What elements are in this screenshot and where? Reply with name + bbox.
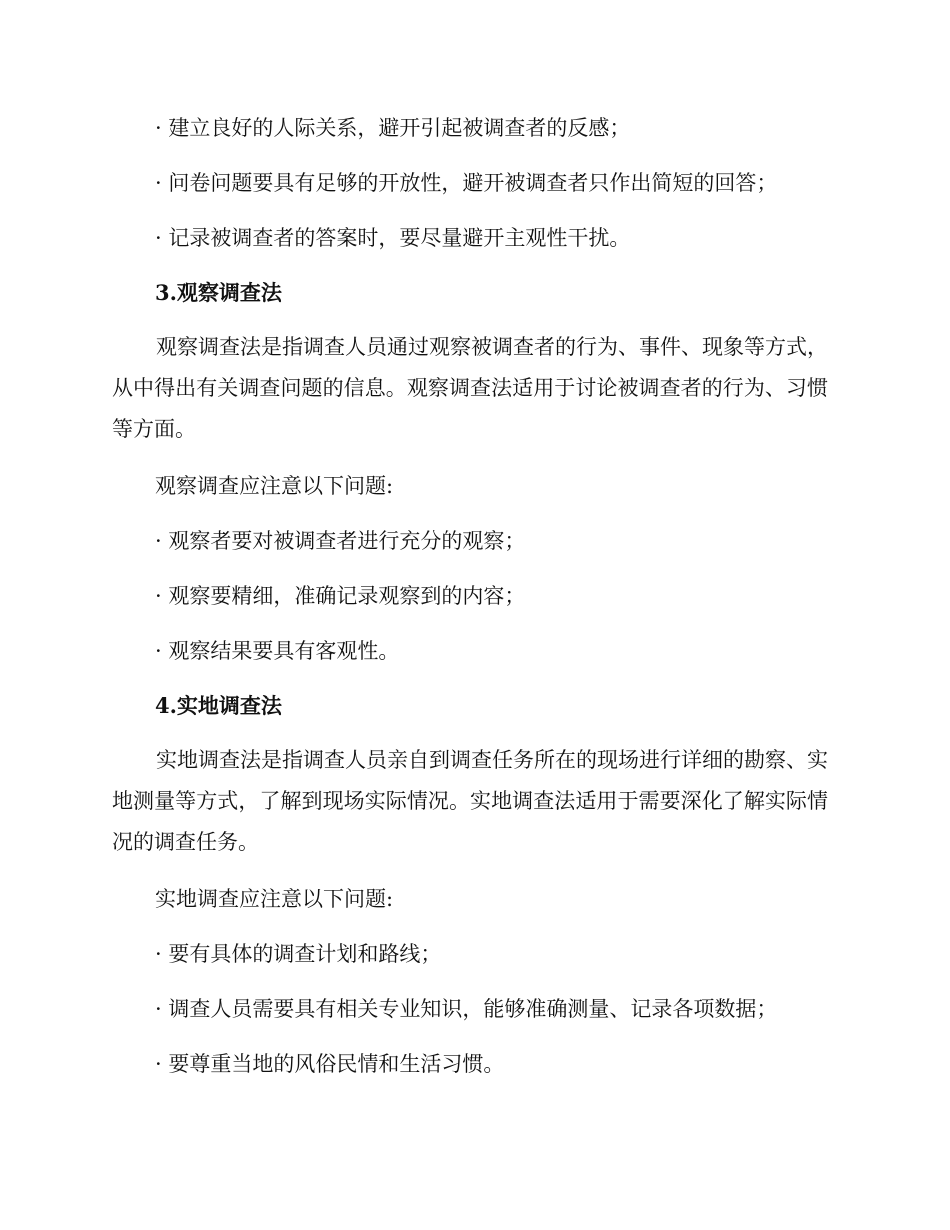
bullet-respect-customs: · 要尊重当地的风俗民情和生活习惯。 bbox=[155, 1052, 505, 1076]
heading-field-method: 4.实地调查法 bbox=[155, 693, 282, 718]
bullet-plan-route: · 要有具体的调查计划和路线； bbox=[155, 942, 442, 966]
paragraph-observation-method: 观察调查法是指调查人员通过观察被调查者的行为、事件、现象等方式，从中得出有关调查问题的信息。观察调查法适用于讨论被调查者的行为、习惯等方面。 bbox=[112, 335, 828, 441]
note-field-issues: 实地调查应注意以下问题: bbox=[155, 887, 394, 911]
paragraph-field-method: 实地调查法是指调查人员亲自到调查任务所在的现场进行详细的勘察、实地测量等方式，了解到现场实际情况。实地调查法适用于需要深化了解实际情况的调查任务。 bbox=[112, 748, 828, 854]
bullet-precise-recording: · 观察要精细，准确记录观察到的内容； bbox=[155, 584, 526, 608]
bullet-objective-results: · 观察结果要具有客观性。 bbox=[155, 639, 400, 663]
heading-observation-method: 3.观察调查法 bbox=[155, 280, 282, 305]
bullet-professional-knowledge: · 调查人员需要具有相关专业知识，能够准确测量、记录各项数据； bbox=[155, 997, 778, 1021]
bullet-build-relationship: · 建立良好的人际关系，避开引起被调查者的反感； bbox=[155, 116, 631, 140]
bullet-open-questions: · 问卷问题要具有足够的开放性，避开被调查者只作出简短的回答； bbox=[155, 171, 778, 195]
bullet-avoid-subjectivity: · 记录被调查者的答案时，要尽量避开主观性干扰。 bbox=[155, 226, 631, 250]
bullet-full-observation: · 观察者要对被调查者进行充分的观察； bbox=[155, 529, 526, 553]
note-observation-issues: 观察调查应注意以下问题: bbox=[155, 474, 394, 498]
